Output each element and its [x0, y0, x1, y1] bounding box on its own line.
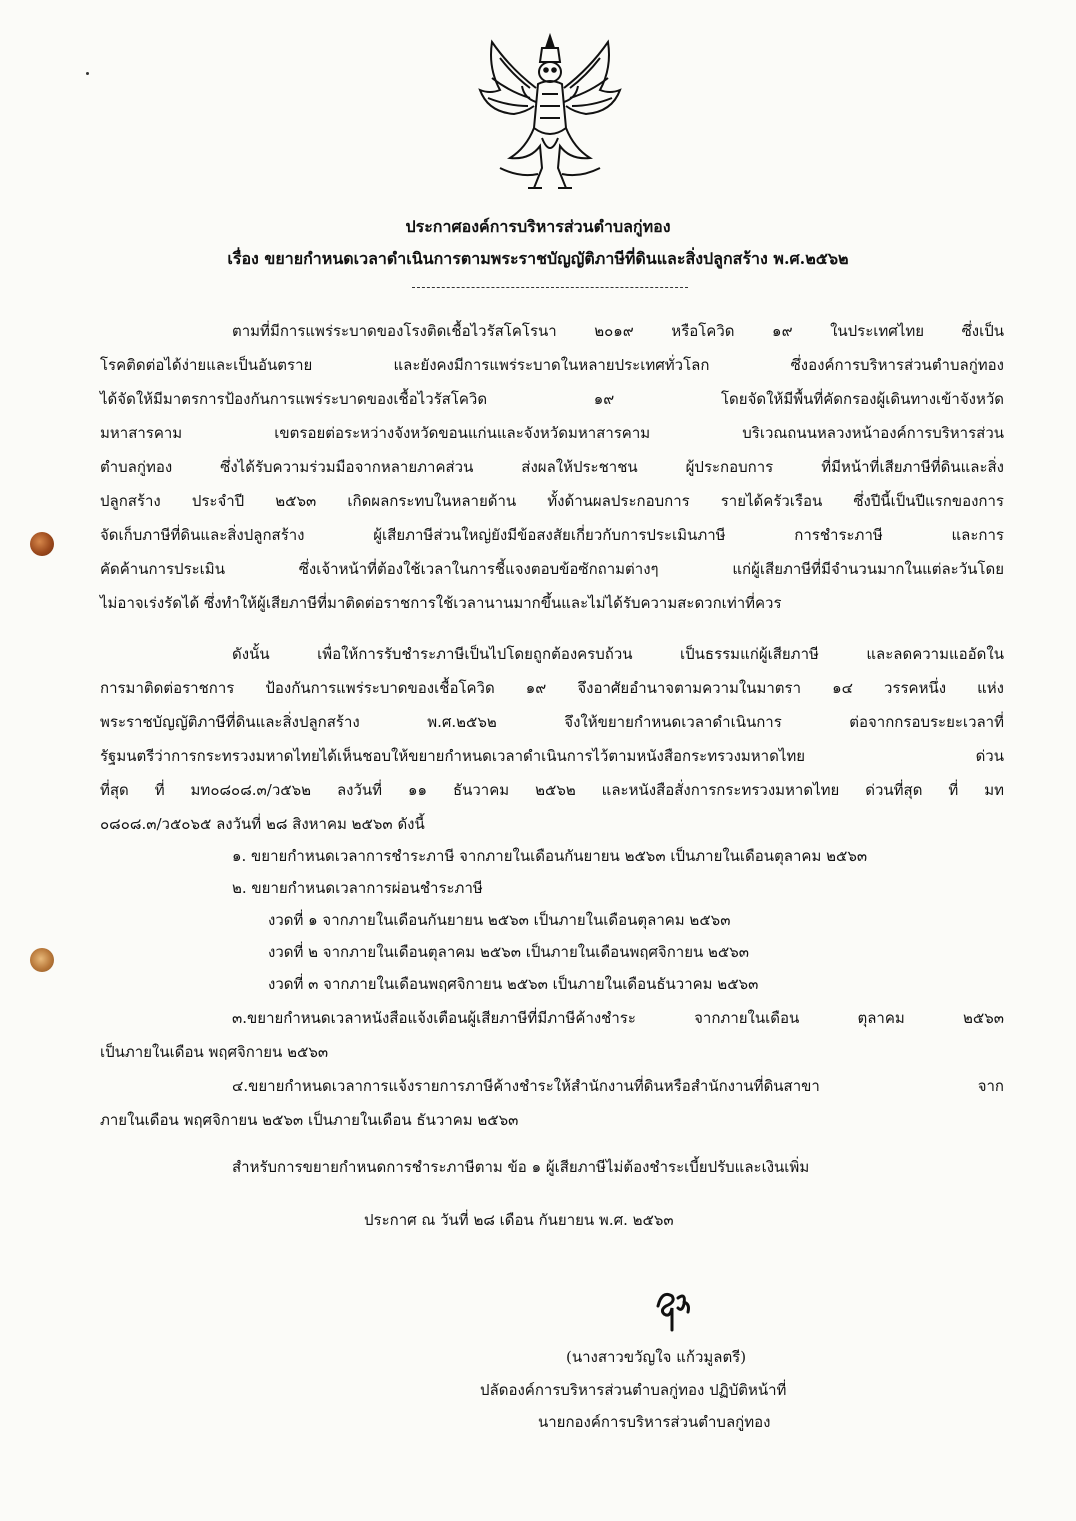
- item-4-line-1: ๔.ขยายกำหนดเวลาการแจ้งรายการภาษีค้างชำระให้สำนักงานที่ดินหรือสำนักงานที่ดินสาขา จาก: [232, 1077, 1004, 1095]
- paragraph-line: ๐๘๐๘.๓/ว๕๐๖๕ ลงวันที่ ๒๘ สิงหาคม ๒๕๖๓ ดังนี้: [100, 815, 425, 833]
- paragraph-line: ดังนั้น เพื่อให้การรับชำระภาษีเป็นไปโดยถูกต้องครบถ้วน เป็นธรรมแก่ผู้เสียภาษี และลดความแออัดใน: [232, 645, 1004, 663]
- paragraph-line: ปลูกสร้าง ประจำปี ๒๕๖๓ เกิดผลกระทบในหลายด้าน ทั้งด้านผลประกอบการ รายได้ครัวเรือน ซึ่งปีนี้เป็นปีแรกของการ: [100, 492, 1004, 510]
- signatory-acting-position: นายกองค์การบริหารส่วนตำบลกู่ทอง: [538, 1413, 771, 1431]
- announcement-date: ประกาศ ณ วันที่ ๒๘ เดือน กันยายน พ.ศ. ๒๕๖๓: [364, 1211, 674, 1229]
- installment-3: งวดที่ ๓ จากภายในเดือนพฤศจิกายน ๒๕๖๓ เป็นภายในเดือนธันวาคม ๒๕๖๓: [268, 975, 759, 993]
- installment-1: งวดที่ ๑ จากภายในเดือนกันยายน ๒๕๖๓ เป็นภายในเดือนตุลาคม ๒๕๖๓: [268, 911, 731, 929]
- paragraph-line: รัฐมนตรีว่าการกระทรวงมหาดไทยได้เห็นชอบให้ขยายกำหนดเวลาดำเนินการไว้ตามหนังสือกระทรวงมหาดไทย ด่วน: [100, 747, 1004, 765]
- item-1: ๑. ขยายกำหนดเวลาการชำระภาษี จากภายในเดือนกันยายน ๒๕๖๓ เป็นภายในเดือนตุลาคม ๒๕๖๓: [232, 847, 868, 865]
- paragraph-line: ไม่อาจเร่งรัดได้ ซึ่งทำให้ผู้เสียภาษีที่มาติดต่อราชการใช้เวลานานมากขึ้นและไม่ได้รับความสะดวกเท่าที่ควร: [100, 594, 782, 612]
- title-divider: [412, 287, 688, 288]
- paragraph-line: คัดค้านการประเมิน ซึ่งเจ้าหน้าที่ต้องใช้เวลาในการชี้แจงตอบข้อซักถามต่างๆ แก่ผู้เสียภาษีที่มีจำนวนมากในแต่ละวันโดย: [100, 560, 1004, 578]
- item-2: ๒. ขยายกำหนดเวลาการผ่อนชำระภาษี: [232, 879, 483, 897]
- speck-mark: [86, 72, 89, 75]
- item-4-line-2: ภายในเดือน พฤศจิกายน ๒๕๖๓ เป็นภายในเดือน ธันวาคม ๒๕๖๓: [100, 1111, 519, 1129]
- paragraph-line: ได้จัดให้มีมาตรการป้องกันการแพร่ระบาดของเชื้อไวรัสโควิด ๑๙ โดยจัดให้มีพื้นที่คัดกรองผู้เดินทางเข้าจังหวัด: [100, 390, 1004, 408]
- announcement-title: ประกาศองค์การบริหารส่วนตำบลกู่ทอง: [405, 217, 671, 236]
- signatory-position: ปลัดองค์การบริหารส่วนตำบลกู่ทอง ปฏิบัติหน้าที่: [480, 1381, 787, 1399]
- paragraph-line: จัดเก็บภาษีที่ดินและสิ่งปลูกสร้าง ผู้เสียภาษีส่วนใหญ่ยังมีข้อสงสัยเกี่ยวกับการประเมินภาษี การชำระภาษี และการ: [100, 526, 1004, 544]
- item-3-line-1: ๓.ขยายกำหนดเวลาหนังสือแจ้งเตือนผู้เสียภาษีที่มีภาษีค้างชำระ จากภายในเดือน ตุลาคม ๒๕๖๓: [232, 1009, 1004, 1027]
- announcement-subject: เรื่อง ขยายกำหนดเวลาดำเนินการตามพระราชบัญญัติภาษีที่ดินและสิ่งปลูกสร้าง พ.ศ.๒๕๖๒: [227, 249, 849, 268]
- item-3-line-2: เป็นภายในเดือน พฤศจิกายน ๒๕๖๓: [100, 1043, 329, 1061]
- paragraph-line: ตามที่มีการแพร่ระบาดของโรงติดเชื้อไวรัสโคโรนา ๒๐๑๙ หรือโควิด ๑๙ ในประเทศไทย ซึ่งเป็น: [232, 322, 1004, 340]
- paragraph-line: พระราชบัญญัติภาษีที่ดินและสิ่งปลูกสร้าง พ.ศ.๒๕๖๒ จึงให้ขยายกำหนดเวลาดำเนินการ ต่อจากกรอบระยะเวลาที่: [100, 713, 1004, 731]
- paragraph-line: ตำบลกู่ทอง ซึ่งได้รับความร่วมมือจากหลายภาคส่วน ส่งผลให้ประชาชน ผู้ประกอบการ ที่มีหน้าที่เสียภาษีที่ดินและสิ่ง: [100, 458, 1004, 476]
- penalty-note: สำหรับการขยายกำหนดการชำระภาษีตาม ข้อ ๑ ผู้เสียภาษีไม่ต้องชำระเบี้ยปรับและเงินเพิ่ม: [232, 1158, 810, 1176]
- paragraph-line: ที่สุด ที่ มท๐๘๐๘.๓/ว๕๖๒ ลงวันที่ ๑๑ ธันวาคม ๒๕๖๒ และหนังสือสั่งการกระทรวงมหาดไทย ด่วนที่สุด ที่ มท: [100, 781, 1004, 799]
- punch-hole: [30, 948, 54, 972]
- paragraph-line: มหาสารคาม เขตรอยต่อระหว่างจังหวัดขอนแก่นและจังหวัดมหาสารคาม บริเวณถนนหลวงหน้าองค์การบริหารส่วน: [100, 424, 1004, 442]
- signatory-name: (นางสาวขวัญใจ แก้วมูลตรี): [566, 1348, 747, 1366]
- paragraph-line: การมาติดต่อราชการ ป้องกันการแพร่ระบาดของเชื้อโควิด ๑๙ จึงอาศัยอำนาจตามความในมาตรา ๑๔ วรรคหนึ่ง แห่ง: [100, 679, 1004, 697]
- garuda-emblem: [470, 28, 630, 196]
- paragraph-line: โรคติดต่อได้ง่ายและเป็นอันตราย และยังคงมีการแพร่ระบาดในหลายประเทศทั่วโลก ซึ่งองค์การบริหารส่วนตำบลกู่ทอง: [100, 356, 1004, 374]
- installment-2: งวดที่ ๒ จากภายในเดือนตุลาคม ๒๕๖๓ เป็นภายในเดือนพฤศจิกายน ๒๕๖๓: [268, 943, 750, 961]
- punch-hole: [30, 532, 54, 556]
- handwritten-signature: [648, 1284, 698, 1334]
